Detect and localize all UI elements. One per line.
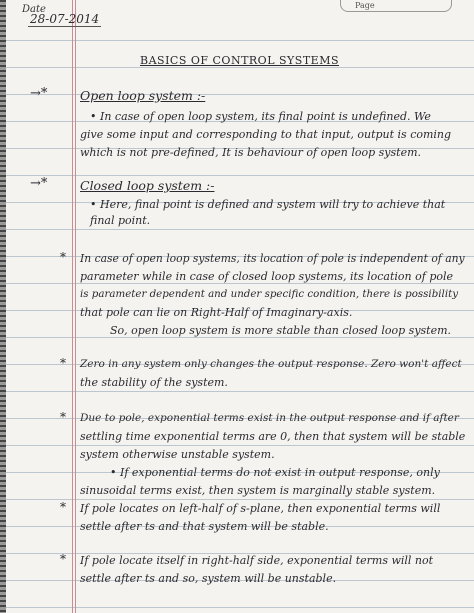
spiral-binding [0, 0, 6, 613]
text-line: • Here, final point is defined and system will try to achieve that [90, 198, 446, 211]
margin-line-right [75, 0, 76, 613]
star-mark: * [60, 552, 66, 566]
arrow-star-mark: →* [30, 86, 48, 101]
text-line: settling time exponential terms are 0, then that system will be stable [80, 430, 466, 443]
arrow-star-mark: →* [30, 176, 48, 191]
text-line: Due to pole, exponential terms exist in the output response and if after [80, 412, 459, 424]
text-line: which is not pre-defined, It is behaviour of open loop system. [80, 146, 422, 159]
page-number-box [340, 0, 452, 12]
star-mark: * [60, 356, 66, 370]
text-line: final point. [90, 214, 151, 227]
star-mark: * [60, 250, 66, 264]
star-mark: * [60, 410, 66, 424]
text-line: • In case of open loop system, its final point is undefined. We [90, 110, 431, 123]
date-value: 28-07-2014 [30, 12, 100, 26]
text-line: If pole locate itself in right-half side, exponential terms will not [80, 554, 434, 567]
margin-line-left [72, 0, 73, 613]
text-line: So, open loop system is more stable than closed loop system. [110, 324, 452, 337]
text-line: that pole can lie on Right-Half of Imaginary-axis. [80, 306, 353, 319]
heading-closed-loop: Closed loop system :- [80, 178, 215, 193]
text-line: system otherwise unstable system. [80, 448, 275, 461]
text-line: In case of open loop systems, its location of pole is independent of any [80, 252, 465, 265]
text-line: • If exponential terms do not exist in output response, only [110, 466, 440, 479]
text-line: settle after ts and that system will be stable. [80, 520, 329, 533]
heading-open-loop: Open loop system :- [80, 88, 206, 103]
page-title: BASICS OF CONTROL SYSTEMS [140, 54, 340, 67]
text-line: is parameter dependent and under specific condition, there is possibility [80, 288, 459, 300]
text-line: If pole locates on left-half of s-plane, then exponential terms will [80, 502, 441, 515]
date-label: Date [22, 4, 46, 15]
text-line: parameter while in case of closed loop systems, its location of pole [80, 270, 454, 283]
text-line: the stability of the system. [80, 376, 228, 389]
text-line: settle after ts and so, system will be unstable. [80, 572, 337, 585]
page-label: Page [355, 1, 375, 10]
star-mark: * [60, 500, 66, 514]
text-line: Zero in any system only changes the output response. Zero won't affect [80, 358, 462, 370]
text-line: give some input and corresponding to that input, output is coming [80, 128, 452, 141]
text-line: sinusoidal terms exist, then system is marginally stable system. [80, 484, 436, 497]
